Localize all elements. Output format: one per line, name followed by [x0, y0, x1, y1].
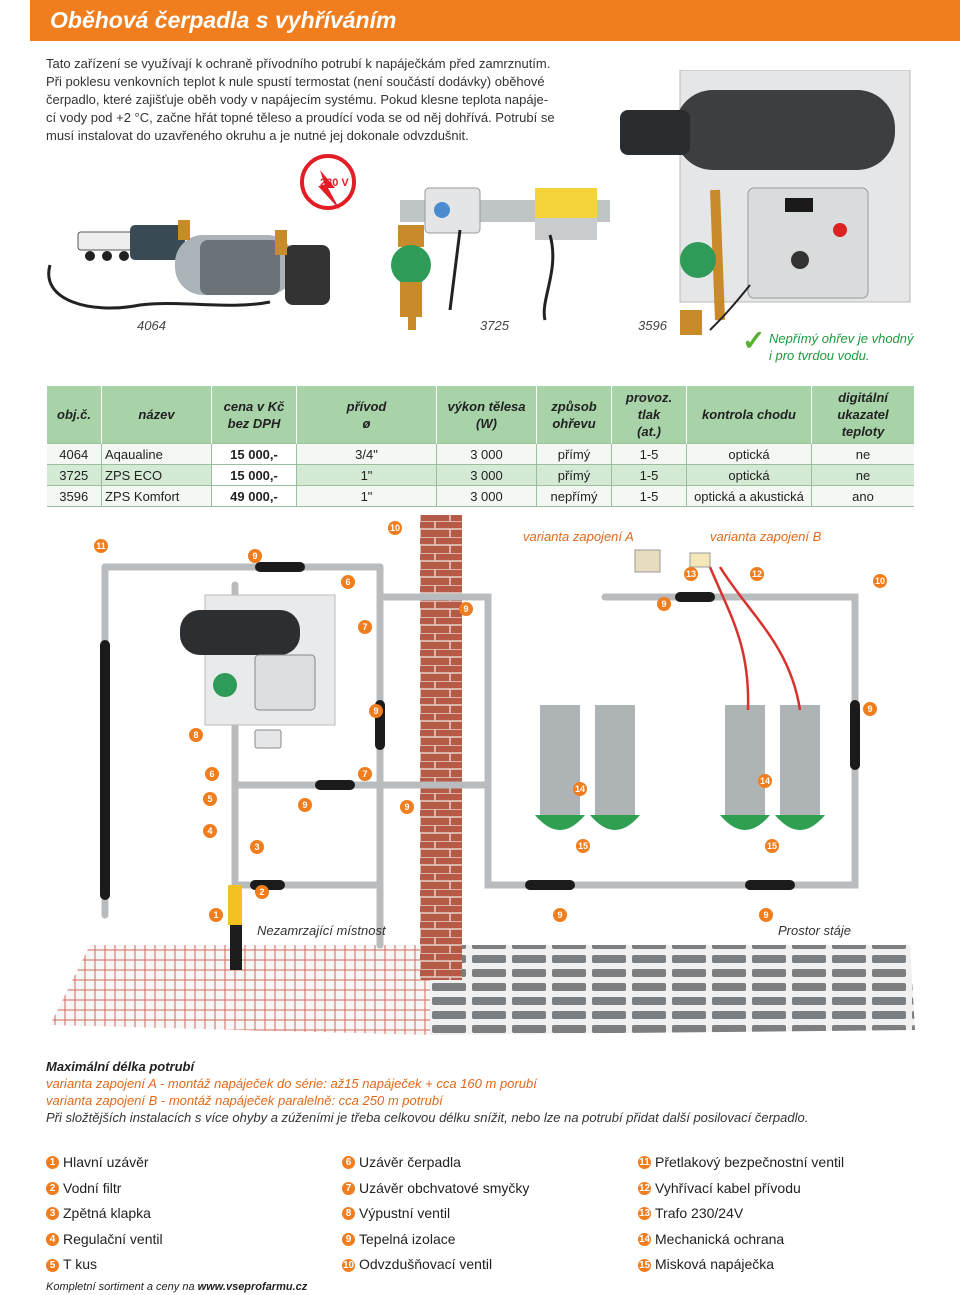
col-header-cena: cena v Kč bez DPH	[212, 386, 297, 444]
drinker	[720, 705, 770, 830]
col-header-tlak: provoz. tlak (at.)	[612, 386, 687, 444]
product-label-4064: 4064	[137, 318, 166, 333]
control-box	[255, 655, 315, 710]
thermostat	[255, 730, 281, 748]
cell-cena: 15 000,-	[212, 444, 297, 465]
hard-water-note	[742, 325, 914, 364]
cell-privod: 1"	[297, 486, 437, 507]
badge-1: 1	[213, 910, 219, 920]
badge-6: 6	[209, 769, 215, 779]
legend-column-1	[46, 1150, 163, 1278]
legend-item: 4 Regulační ventil	[46, 1227, 163, 1253]
badge-9: 9	[373, 706, 379, 716]
badge-15: 15	[577, 841, 589, 851]
page-title: Oběhová čerpadla s vyhříváním	[50, 7, 397, 33]
badge-5: 5	[207, 794, 213, 804]
footer-link[interactable]: www.vseprofarmu.cz	[197, 1281, 308, 1293]
col-header-privod: přívod ø	[297, 386, 437, 444]
badge-11: 11	[96, 541, 106, 551]
intro-line: Tato zařízení se využívají k ochraně přívodního potrubí k napáječkám před zamrznutím.	[46, 56, 551, 71]
badge-6: 6	[345, 577, 351, 587]
col-header-vykon: výkon tělesa (W)	[437, 386, 537, 444]
legend-item: 2 Vodní filtr	[46, 1176, 163, 1202]
intro-line: cí vody pod +2 °C, začne hřát topné těleso a proudící voda se od něj dohřívá. Potrubí se	[46, 110, 555, 125]
table-row	[47, 486, 915, 507]
badge-13: 13	[685, 569, 697, 579]
cell-kontrola: optická a akustická	[687, 486, 812, 507]
legend-item: 5 T kus	[46, 1252, 163, 1278]
badge-9: 9	[463, 604, 469, 614]
product-label-3725: 3725	[480, 318, 509, 333]
col-header-ukazatel: digitální ukazatel teploty	[812, 386, 915, 444]
badge-7: 7	[362, 622, 368, 632]
badge-10: 10	[389, 523, 401, 533]
legend-column-2	[342, 1150, 529, 1278]
badge-9: 9	[557, 910, 563, 920]
pump	[213, 673, 237, 697]
col-header-kontrola: kontrola chodu	[687, 386, 812, 444]
badge-7: 7	[362, 769, 368, 779]
cell-tlak: 1-5	[612, 465, 687, 486]
badge-14: 14	[759, 776, 771, 786]
voltage-label: 230 V	[320, 177, 349, 189]
legend-item: 9 Tepelná izolace	[342, 1227, 529, 1253]
cell-zpusob: přímý	[537, 444, 612, 465]
cell-cena: 15 000,-	[212, 465, 297, 486]
cell-obj: 3596	[47, 486, 102, 507]
variant-a-label: varianta zapojení A	[523, 529, 634, 544]
badge-8: 8	[193, 730, 199, 740]
cell-vykon: 3 000	[437, 465, 537, 486]
badge-9: 9	[404, 802, 410, 812]
variant-b-label: varianta zapojení B	[710, 529, 822, 544]
cell-nazev: ZPS ECO	[102, 465, 212, 486]
intro-line: Při poklesu venkovních teplot k nule spustí termostat (není součástí dodávky) oběhové	[46, 74, 545, 89]
legend-item: 7 Uzávěr obchvatové smyčky	[342, 1176, 529, 1202]
intro-line: musí instalovat do uzavřeného okruhu a je nutné jej dokonale odvzdušnit.	[46, 128, 469, 143]
col-header-nazev: název	[102, 386, 212, 444]
product-image-3725	[302, 156, 610, 330]
legend-item: 1 Hlavní uzávěr	[46, 1150, 163, 1176]
intro-line: čerpadlo, které zajišťuje oběh vody v napájecím systému. Pokud klesne teplota napáje-	[46, 92, 549, 107]
badge-12: 12	[751, 569, 763, 579]
legend-item: 12 Vyhřívací kabel přívodu	[638, 1179, 801, 1196]
legend-item: 3 Zpětná klapka	[46, 1201, 163, 1227]
installation-diagram	[30, 505, 930, 1040]
heating-cable	[710, 567, 800, 710]
col-header-zpusob: způsob ohřevu	[537, 386, 612, 444]
legend-item: 15 Misková napáječka	[638, 1256, 775, 1273]
room-label-frost-free: Nezamrzající místnost	[257, 923, 386, 938]
cell-obj: 3725	[47, 465, 102, 486]
room-label-stable: Prostor stáje	[778, 923, 851, 938]
footer	[46, 1281, 307, 1293]
cell-nazev: ZPS Komfort	[102, 486, 212, 507]
badge-9: 9	[763, 910, 769, 920]
drinker	[535, 705, 585, 830]
cell-tlak: 1-5	[612, 486, 687, 507]
note-line-1: Nepřímý ohřev je vhodný	[769, 331, 914, 346]
footer-text: Kompletní sortiment a ceny na	[46, 1281, 198, 1293]
check-icon: ✓	[742, 325, 766, 356]
drinker	[775, 705, 825, 830]
col-header-obj: obj.č.	[47, 386, 102, 444]
badge-2: 2	[259, 887, 265, 897]
title-bar	[30, 0, 960, 41]
badge-10: 10	[874, 576, 886, 586]
stable-floor	[430, 945, 915, 1035]
badge-4: 4	[207, 826, 213, 836]
badge-9: 9	[867, 704, 873, 714]
main-valve	[228, 885, 242, 925]
legend-item: 8 Výpustní ventil	[342, 1201, 529, 1227]
cell-privod: 1"	[297, 465, 437, 486]
product-table	[46, 386, 914, 507]
cell-ukazatel: ne	[812, 444, 915, 465]
product-label-3596: 3596	[638, 318, 667, 333]
cell-ukazatel: ne	[812, 465, 915, 486]
cell-kontrola: optická	[687, 465, 812, 486]
max-length-heading: Maximální délka potrubí	[46, 1059, 195, 1074]
socket	[635, 550, 660, 572]
cell-zpusob: přímý	[537, 465, 612, 486]
badge-9: 9	[302, 800, 308, 810]
max-length-variant-a: varianta zapojení A - montáž napáječek do série: až15 napáječek + cca 160 m porubí	[46, 1076, 537, 1091]
product-image-4064	[49, 220, 330, 308]
badge-14: 14	[574, 784, 586, 794]
legend-item: 6 Uzávěr čerpadla	[342, 1150, 529, 1176]
badge-15: 15	[766, 841, 778, 851]
badge-9: 9	[661, 599, 667, 609]
cell-cena: 49 000,-	[212, 486, 297, 507]
badge-9: 9	[252, 551, 258, 561]
legend-item: 13 Trafo 230/24V	[638, 1205, 744, 1222]
max-length-note: Při složtějších instalacích s více ohyby a zúženími je třeba celkovou délku snížit, nebo lze na potrubí přidat další posilovací čerpadlo.	[46, 1110, 809, 1125]
cell-vykon: 3 000	[437, 444, 537, 465]
product-image-3596	[620, 70, 910, 335]
table-row	[47, 465, 915, 486]
cell-vykon: 3 000	[437, 486, 537, 507]
max-length-section	[46, 1058, 808, 1126]
heater-body	[180, 610, 300, 655]
cell-ukazatel: ano	[812, 486, 915, 507]
legend-item: 10 Odvzdušňovací ventil	[342, 1256, 493, 1273]
legend-item: 14 Mechanická ochrana	[638, 1230, 785, 1247]
legend-column-3	[638, 1150, 844, 1278]
cell-tlak: 1-5	[612, 444, 687, 465]
cell-privod: 3/4"	[297, 444, 437, 465]
drinker	[590, 705, 640, 830]
badge-3: 3	[254, 842, 260, 852]
note-line-2: i pro tvrdou vodu.	[769, 348, 870, 363]
table-header-row	[47, 386, 915, 444]
cell-nazev: Aqaualine	[102, 444, 212, 465]
table-row	[47, 444, 915, 465]
product-images	[30, 70, 930, 340]
max-length-variant-b: varianta zapojení B - montáž napáječek paralelně: cca 250 m potrubí	[46, 1093, 443, 1108]
transformer	[690, 553, 710, 567]
legend-item: 11 Přetlakový bezpečnostní ventil	[639, 1154, 845, 1170]
cell-kontrola: optická	[687, 444, 812, 465]
cell-zpusob: nepřímý	[537, 486, 612, 507]
water-inlet	[230, 925, 242, 970]
cell-obj: 4064	[47, 444, 102, 465]
brick-wall	[420, 515, 462, 980]
